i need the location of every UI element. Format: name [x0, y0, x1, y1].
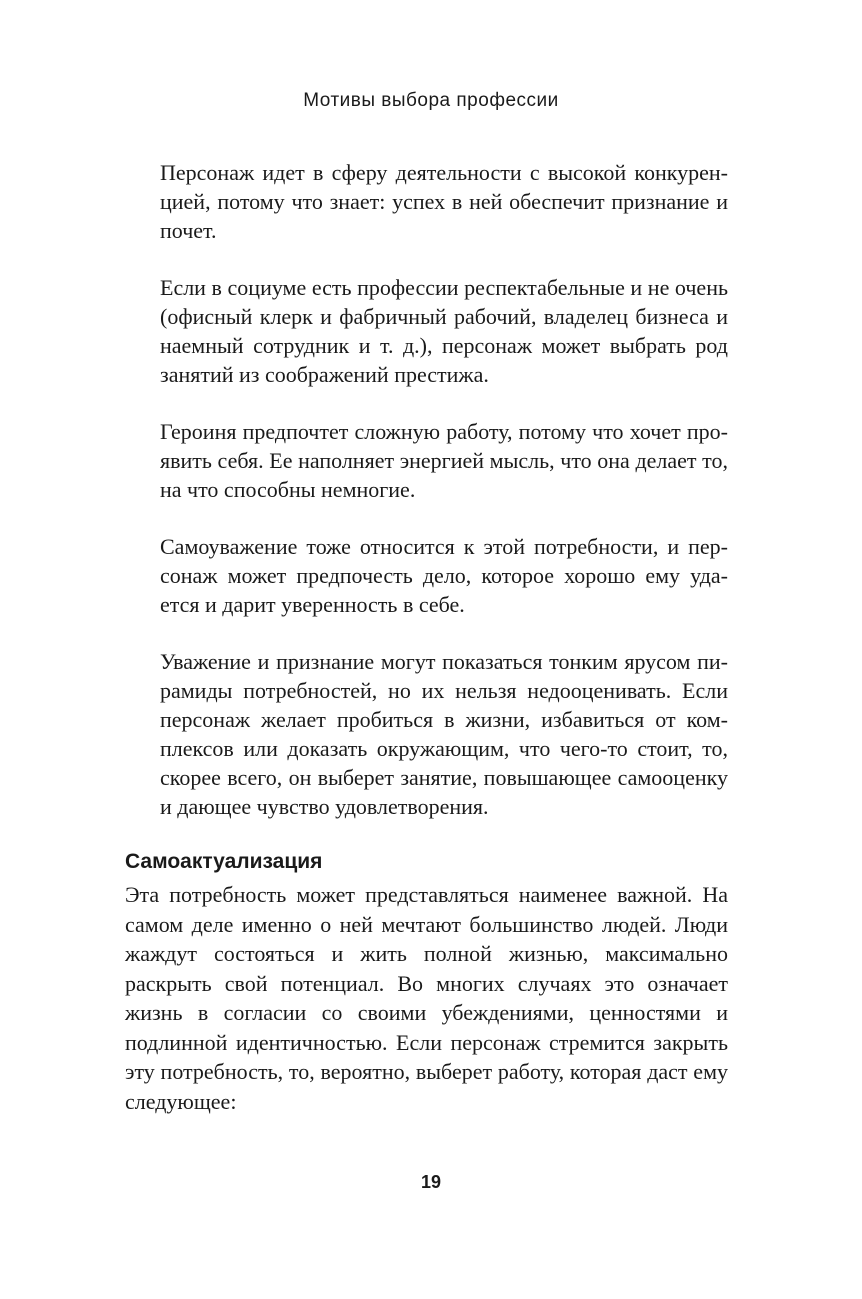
running-header: Мотивы выбора профессии — [303, 90, 559, 111]
paragraph-respect-recognition: Уважение и признание могут показаться тонким ярусом пирамиды потребностей, но их нельзя недооценивать. Если персонаж желает пробиться в жизни, избавиться от комплексов или доказать окружающим, что чего-то стоит, то, скорее всего, он выберет занятие, повышающее самооценку и дающее чувство удовлетворения. — [160, 649, 728, 819]
section-heading: Самоактуализация — [125, 850, 323, 873]
self-actualization-section — [125, 848, 728, 1116]
section-body: Эта потребность может представляться наименее важной. На самом деле именно о ней мечтают большинство людей. Люди жаждут состояться и жить полной жизнью, максимально раскрыть свой потенциал. Во многих случаях это означает жизнь в согласии со своими убеждениями, ценностями и подлинной идентичностью. Если персонаж стремится закрыть эту потребность, то, вероятно, выберет работу, которая даст ему следующее: — [125, 882, 728, 1114]
paragraph-self-esteem: Самоуважение тоже относится к этой потребности, и персонаж может предпочесть дело, которое хорошо ему удается и дарит уверенность в себе. — [160, 534, 728, 617]
paragraph-competition: Персонаж идет в сферу деятельности с высокой конкуренцией, потому что знает: успех в ней обеспечит признание и почет. — [160, 160, 728, 243]
indented-paragraphs — [160, 158, 728, 849]
page-number: 19 — [420, 1172, 442, 1192]
paragraph-challenge: Героиня предпочтет сложную работу, потому что хочет проявить себя. Ее наполняет энергией мысль, что она делает то, на что способны немногие. — [160, 419, 728, 502]
paragraph-prestige: Если в социуме есть профессии респектабельные и не очень (офисный клерк и фабричный рабочий, владелец бизнеса и наемный сотрудник и т. д.), персонаж может выбрать род занятий из соображений престижа. — [160, 275, 728, 387]
